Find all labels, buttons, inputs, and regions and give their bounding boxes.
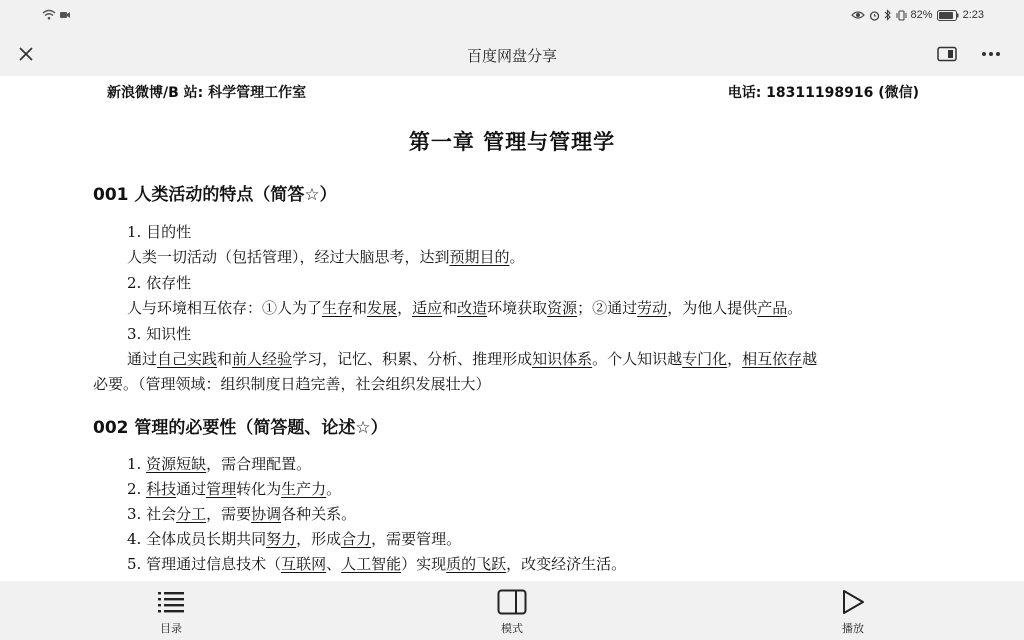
bottom-nav — [0, 581, 1024, 640]
vibrate-icon — [896, 10, 907, 21]
paragraph: 人与环境相互依存：①人为了生存和发展，适应和改造环境获取资源；②通过劳动，为他人提供产品。 — [127, 299, 803, 317]
status-left — [42, 9, 71, 20]
list-item: 1. 资源短缺，需合理配置。 — [127, 455, 312, 473]
section-title-2: 002 管理的必要性（简答题、论述☆） — [93, 418, 388, 438]
reader-mode-button[interactable] — [936, 44, 958, 64]
reader-mode-icon — [937, 46, 957, 62]
document-page[interactable] — [0, 76, 1024, 581]
play-icon — [840, 589, 866, 615]
mode-label: 模式 — [501, 622, 523, 635]
paragraph: 通过自己实践和前人经验学习，记忆、积累、分析、推理形成知识体系。个人知识越专门化，相互依存越 — [127, 350, 818, 368]
more-icon — [981, 51, 1001, 57]
item-label: 3. 知识性 — [127, 325, 192, 343]
toc-label: 目录 — [160, 622, 182, 635]
list-item: 4. 全体成员长期共同努力，形成合力，需要管理。 — [127, 530, 462, 548]
list-item: 3. 社会分工，需要协调各种关系。 — [127, 505, 357, 523]
eye-icon — [851, 10, 865, 20]
paragraph: 必要。（管理领域：组织制度日趋完善，社会组织发展壮大） — [93, 375, 491, 393]
wifi-icon — [42, 9, 56, 20]
header-left: 新浪微博/B 站: 科学管理工作室 — [107, 85, 307, 101]
paragraph: 人类一切活动（包括管理），经过大脑思考，达到预期目的。 — [127, 248, 525, 266]
hotspot-icon — [59, 10, 71, 20]
list-item: 5. 管理通过信息技术（互联网、人工智能）实现质的飞跃，改变经济生活。 — [127, 555, 627, 573]
header-right: 电话: 18311198916 (微信) — [727, 85, 919, 101]
alarm-icon — [869, 10, 880, 21]
title-bar — [0, 32, 1024, 76]
page-title: 百度网盘分享 — [466, 47, 557, 65]
list-item: 2. 科技通过管理转化为生产力。 — [127, 480, 342, 498]
play-button[interactable] — [823, 589, 883, 636]
item-label: 2. 依存性 — [127, 274, 192, 292]
status-right — [851, 9, 984, 21]
play-label: 播放 — [842, 622, 864, 635]
list-icon — [157, 589, 185, 615]
toc-button[interactable] — [141, 589, 201, 636]
more-button[interactable] — [980, 44, 1002, 64]
mode-icon — [497, 589, 527, 615]
battery-percent: 82% — [910, 9, 933, 21]
section-title-1: 001 人类活动的特点（简答☆） — [93, 185, 337, 205]
bluetooth-icon — [884, 9, 892, 21]
chapter-title: 第一章 管理与管理学 — [408, 130, 616, 154]
mode-button[interactable] — [482, 589, 542, 636]
battery-icon — [937, 10, 959, 21]
clock: 2:23 — [962, 9, 984, 21]
item-label: 1. 目的性 — [127, 223, 192, 241]
status-bar — [0, 0, 1024, 32]
